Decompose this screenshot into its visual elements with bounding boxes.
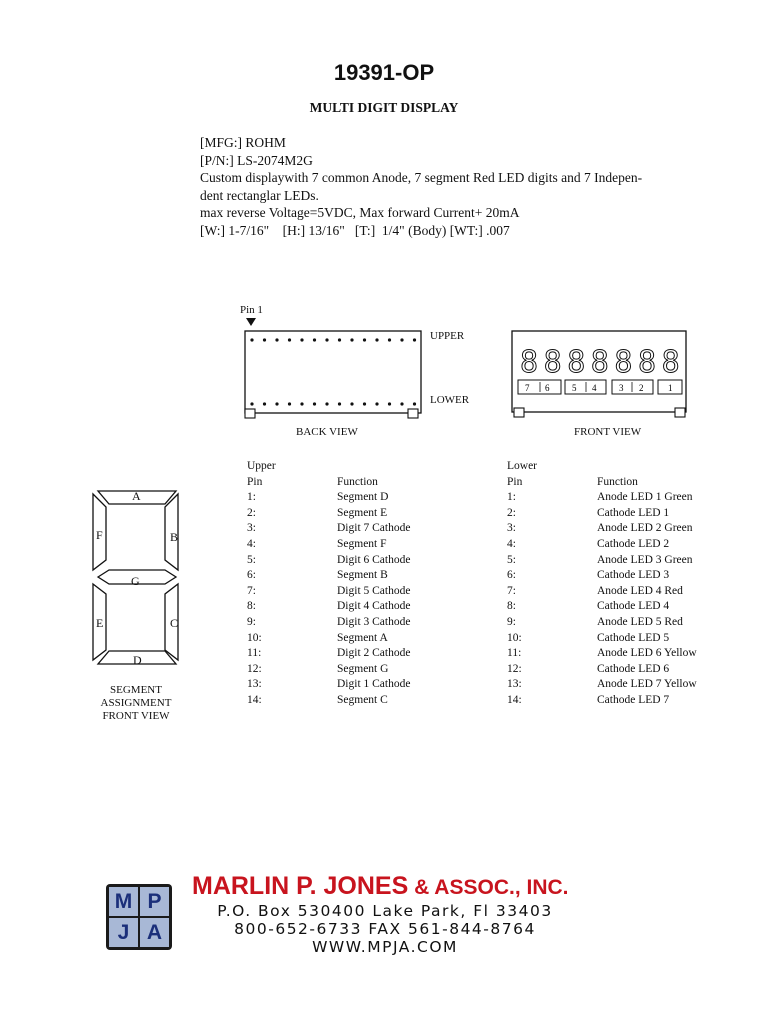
upper-table-title: Upper xyxy=(247,460,276,472)
lower-table-pin-number: 5: xyxy=(507,553,516,566)
segment-caption-line-3: FRONT VIEW xyxy=(102,710,170,722)
upper-table-pin-function: Segment C xyxy=(337,693,388,706)
upper-table-row xyxy=(247,646,410,662)
spec-mfg: [MFG:] ROHM xyxy=(200,135,286,150)
upper-table-pin-function: Segment F xyxy=(337,537,387,550)
lower-table-pin-function: Anode LED 3 Green xyxy=(597,553,693,566)
upper-table-pin-function: Digit 7 Cathode xyxy=(337,522,411,535)
upper-table-row xyxy=(247,599,410,615)
segment-label-d: D xyxy=(133,653,142,667)
lower-table-pin-number: 14: xyxy=(507,693,522,706)
lower-table-title: Lower xyxy=(507,460,538,472)
spec-electrical: max reverse Voltage=5VDC, Max forward Current+ 20mA xyxy=(200,205,520,220)
upper-table-pin-number: 12: xyxy=(247,662,262,675)
upper-table-pin-number: 14: xyxy=(247,693,262,706)
upper-table-pin-number: 11: xyxy=(247,647,262,660)
company-website[interactable]: WWW.MPJA.COM xyxy=(312,938,458,956)
segment-label-b: B xyxy=(170,530,179,544)
lower-table-pin-number: 7: xyxy=(507,584,516,597)
upper-table-row xyxy=(247,615,410,631)
lower-table-row xyxy=(507,646,697,662)
lower-table-row xyxy=(507,599,697,615)
lower-table-pin-number: 6: xyxy=(507,569,516,582)
upper-table-row xyxy=(247,521,410,537)
upper-table-pin-function: Digit 3 Cathode xyxy=(337,615,411,628)
lower-table-pin-number: 1: xyxy=(507,491,516,504)
lower-table-pin-function: Anode LED 1 Green xyxy=(597,491,693,504)
upper-table-pin-function: Segment A xyxy=(337,631,388,644)
upper-pin-dot xyxy=(363,338,366,341)
display-digit: 8 xyxy=(638,345,657,380)
spec-description-1: Custom displaywith 7 common Anode, 7 segment Red LED digits and 7 Indepen- xyxy=(200,170,643,185)
lower-table-row xyxy=(507,677,697,693)
upper-table-header xyxy=(247,475,410,491)
back-view-foot-left xyxy=(245,409,255,418)
front-view-foot-left xyxy=(514,408,524,417)
segment-label-f: F xyxy=(96,528,103,542)
pin1-label: Pin 1 xyxy=(240,304,263,316)
upper-pin-dot xyxy=(413,338,416,341)
led-label-7: 7 xyxy=(525,383,530,393)
upper-pin-dot xyxy=(338,338,341,341)
spec-dimensions: [W:] 1-7/16" [H:] 13/16" [T:] 1/4" (Body) [WT:] .007 xyxy=(200,222,510,238)
lower-pin-dot xyxy=(275,402,278,405)
lower-pin-dot xyxy=(288,402,291,405)
upper-table-pin-function: Segment B xyxy=(337,569,388,582)
company-address: P.O. Box 530400 Lake Park, Fl 33403 xyxy=(217,902,553,920)
upper-table-pin-number: 4: xyxy=(247,537,256,550)
back-view-foot-right xyxy=(408,409,418,418)
display-digit: 8 xyxy=(567,345,586,380)
upper-table-pin-number: 13: xyxy=(247,678,262,691)
logo-letter-j: J xyxy=(109,918,138,947)
upper-table-pin-function: Digit 2 Cathode xyxy=(337,647,411,660)
upper-table-pin-number: 3: xyxy=(247,522,256,535)
upper-table-pin-function: Digit 1 Cathode xyxy=(337,678,411,691)
lower-table-pin-function: Cathode LED 7 xyxy=(597,693,670,706)
lower-table-row xyxy=(507,553,697,569)
lower-table-pin-number: 12: xyxy=(507,662,522,675)
upper-table-pin-number: 6: xyxy=(247,569,256,582)
lower-table-pin-number: 4: xyxy=(507,537,516,550)
led-label-3: 3 xyxy=(619,383,624,393)
lower-table-pin-number: 3: xyxy=(507,522,516,535)
display-digit: 8 xyxy=(543,345,562,380)
lower-table-row xyxy=(507,662,697,678)
front-view-caption: FRONT VIEW xyxy=(574,426,642,438)
lower-table-pin-function: Anode LED 4 Red xyxy=(597,584,683,597)
company-name-main: MARLIN P. JONES xyxy=(192,872,409,900)
display-digit: 8 xyxy=(590,345,609,380)
spec-block xyxy=(200,134,680,239)
digit-row xyxy=(520,345,680,380)
lower-table-pin-function: Cathode LED 1 xyxy=(597,506,670,519)
lower-table-pin-function: Anode LED 7 Yellow xyxy=(597,678,697,691)
company-name xyxy=(192,872,569,901)
lower-pin-dot xyxy=(350,402,353,405)
lower-col-function: Function xyxy=(597,475,638,488)
upper-table-row xyxy=(247,568,410,584)
lower-table-row xyxy=(507,631,697,647)
upper-table-row xyxy=(247,506,410,522)
upper-table-row xyxy=(247,631,410,647)
lower-pin-dot xyxy=(300,402,303,405)
upper-table-row xyxy=(247,662,410,678)
upper-table-row xyxy=(247,677,410,693)
spec-part-number: [P/N:] LS-2074M2G xyxy=(200,152,313,168)
upper-table-pin-function: Segment E xyxy=(337,506,388,519)
lower-table-pin-function: Cathode LED 4 xyxy=(597,600,670,613)
upper-pin-dot xyxy=(275,338,278,341)
back-view-caption: BACK VIEW xyxy=(296,426,358,438)
segment-caption xyxy=(66,684,206,723)
led-label-4: 4 xyxy=(592,383,597,393)
upper-table-row xyxy=(247,553,410,569)
upper-pin-dot xyxy=(388,338,391,341)
logo-letter-m: M xyxy=(109,887,138,916)
upper-table-pin-number: 2: xyxy=(247,506,256,519)
segment-label-c: C xyxy=(170,616,179,630)
lower-table-row xyxy=(507,521,697,537)
upper-pin-table xyxy=(247,459,410,709)
upper-table-pin-number: 9: xyxy=(247,615,256,628)
segment-caption-line-1: SEGMENT xyxy=(110,684,162,696)
lower-pin-dot xyxy=(338,402,341,405)
led-label-6: 6 xyxy=(545,383,550,393)
lower-table-pin-number: 13: xyxy=(507,678,522,691)
lower-table-pin-number: 9: xyxy=(507,615,516,628)
lower-pin-dot xyxy=(400,402,403,405)
upper-col-function: Function xyxy=(337,475,378,488)
upper-table-row xyxy=(247,490,410,506)
lower-table-row xyxy=(507,568,697,584)
upper-table-pin-number: 5: xyxy=(247,553,256,566)
back-view-diagram xyxy=(240,314,430,422)
front-view-diagram xyxy=(508,328,690,424)
lower-pin-dot xyxy=(250,402,253,405)
display-digit: 8 xyxy=(520,345,539,380)
lower-table-pin-number: 2: xyxy=(507,506,516,519)
upper-pin-dot xyxy=(375,338,378,341)
lower-table-row xyxy=(507,584,697,600)
upper-table-pin-function: Digit 5 Cathode xyxy=(337,584,411,597)
upper-table-pin-number: 8: xyxy=(247,600,256,613)
lower-table-pin-function: Cathode LED 3 xyxy=(597,569,670,582)
lower-table-pin-number: 11: xyxy=(507,647,522,660)
display-digit: 8 xyxy=(614,345,633,380)
segment-label-a: A xyxy=(132,489,141,503)
lower-pin-dot xyxy=(363,402,366,405)
led-label-1: 1 xyxy=(668,383,673,393)
lower-pin-dot xyxy=(413,402,416,405)
upper-table-pin-function: Digit 6 Cathode xyxy=(337,553,411,566)
lower-table-pin-function: Anode LED 6 Yellow xyxy=(597,647,697,660)
upper-table-pin-function: Segment D xyxy=(337,491,389,504)
upper-table-pin-number: 7: xyxy=(247,584,256,597)
segment-caption-line-2: ASSIGNMENT xyxy=(100,697,172,709)
upper-pin-row xyxy=(250,338,416,341)
upper-label: UPPER xyxy=(430,330,465,342)
upper-pin-dot xyxy=(300,338,303,341)
lower-table-pin-function: Cathode LED 6 xyxy=(597,662,670,675)
pin1-marker-icon xyxy=(246,318,256,326)
upper-col-pin: Pin xyxy=(247,475,263,488)
upper-table-row xyxy=(247,584,410,600)
lower-table-pin-number: 8: xyxy=(507,600,516,613)
lower-table-row xyxy=(507,693,697,709)
company-name-suffix: & ASSOC., INC. xyxy=(408,876,569,899)
lower-col-pin: Pin xyxy=(507,475,523,488)
lower-pin-row xyxy=(250,402,416,405)
upper-table-pin-number: 10: xyxy=(247,631,262,644)
lower-label: LOWER xyxy=(430,394,470,406)
upper-table-pin-function: Digit 4 Cathode xyxy=(337,600,411,613)
lower-table-title-row xyxy=(507,459,697,475)
upper-pin-dot xyxy=(263,338,266,341)
upper-table-pin-function: Segment G xyxy=(337,662,389,675)
lower-pin-dot xyxy=(263,402,266,405)
upper-pin-dot xyxy=(313,338,316,341)
display-digit: 8 xyxy=(661,345,680,380)
upper-pin-dot xyxy=(325,338,328,341)
segment-label-e: E xyxy=(96,616,104,630)
led-row xyxy=(518,380,682,394)
upper-pin-dot xyxy=(350,338,353,341)
lower-pin-table xyxy=(507,459,697,709)
lower-pin-dot xyxy=(325,402,328,405)
lower-table-pin-function: Anode LED 2 Green xyxy=(597,522,693,535)
logo-letter-a: A xyxy=(140,918,169,947)
front-view-foot-right xyxy=(675,408,685,417)
upper-table-pin-number: 1: xyxy=(247,491,256,504)
lower-pin-dot xyxy=(388,402,391,405)
upper-pin-dot xyxy=(250,338,253,341)
lower-table-row xyxy=(507,506,697,522)
company-phone: 800-652-6733 FAX 561-844-8764 xyxy=(234,920,536,938)
mpja-logo xyxy=(106,884,172,950)
document-subtitle: MULTI DIGIT DISPLAY xyxy=(309,100,459,115)
lower-table-row xyxy=(507,537,697,553)
segment-label-g: G xyxy=(131,574,140,588)
lower-table-header xyxy=(507,475,697,491)
lower-table-pin-function: Anode LED 5 Red xyxy=(597,615,683,628)
lower-table-row xyxy=(507,490,697,506)
led-label-5: 5 xyxy=(572,383,577,393)
lower-table-row xyxy=(507,615,697,631)
lower-table-pin-function: Cathode LED 2 xyxy=(597,537,670,550)
upper-pin-dot xyxy=(400,338,403,341)
spec-description-2: dent rectanglar LEDs. xyxy=(200,187,319,203)
upper-table-row xyxy=(247,693,410,709)
upper-table-title-row xyxy=(247,459,410,475)
lower-table-pin-number: 10: xyxy=(507,631,522,644)
back-view-body xyxy=(245,331,421,413)
logo-letter-p: P xyxy=(140,887,169,916)
lower-pin-dot xyxy=(375,402,378,405)
lower-table-pin-function: Cathode LED 5 xyxy=(597,631,670,644)
upper-pin-dot xyxy=(288,338,291,341)
lower-pin-dot xyxy=(313,402,316,405)
led-label-2: 2 xyxy=(639,383,644,393)
part-number-title: 19391-OP xyxy=(333,60,435,85)
upper-table-row xyxy=(247,537,410,553)
